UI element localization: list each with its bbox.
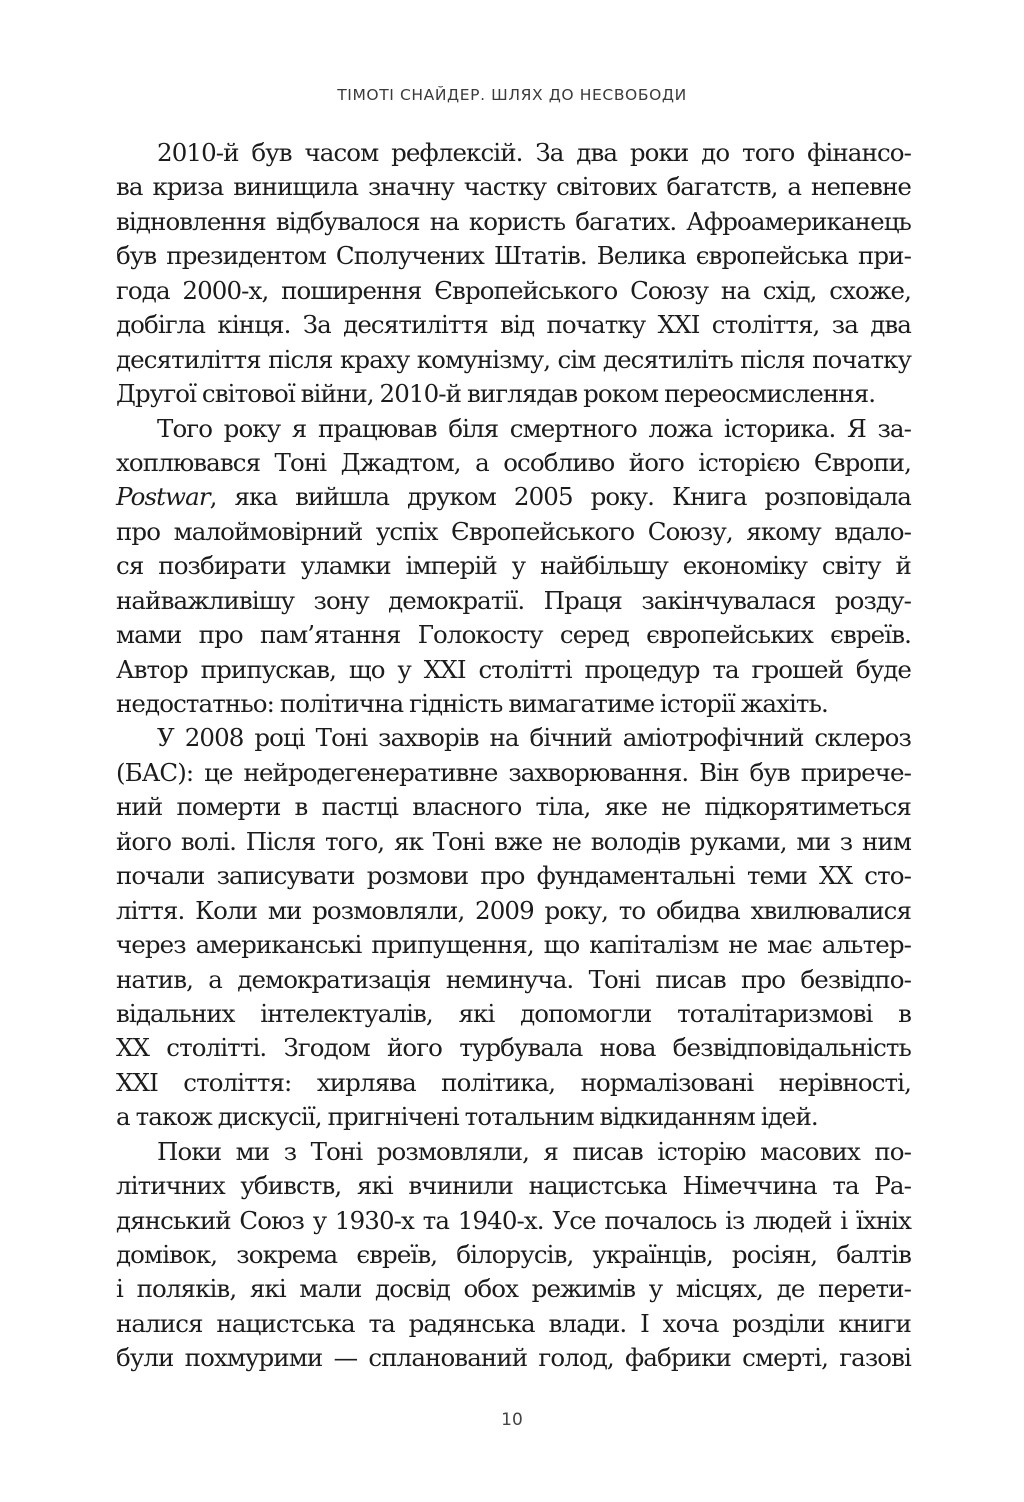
text-line: мами про пам’ятання Голокосту серед європейських євреїв. (116, 620, 911, 650)
text-line: найважливішу зону демократії. Праця закінчувалася розду- (116, 585, 911, 615)
text-line: почали записувати розмови про фундаментальні теми XX сто- (116, 861, 911, 891)
text-line: і поляків, які мали досвід обох режимів у місцях, де перети- (116, 1274, 911, 1304)
text-line: Того року я працював біля смертного ложа історика. Я за- (157, 413, 911, 443)
paragraph-1 (116, 136, 911, 412)
text-line: дянський Союз у 1930-х та 1940-х. Усе почалось із людей і їхніх (116, 1205, 911, 1235)
text-line: десятиліття після краху комунізму, сім десятиліть після початку (116, 344, 911, 374)
text-line: У 2008 році Тоні захворів на бічний аміотрофічний склероз (157, 723, 911, 753)
text-line: XXI століття: хирлява політика, нормалізовані нерівності, (116, 1067, 911, 1097)
text-line: 2010-й був часом рефлексій. За два роки до того фінансо- (157, 138, 911, 167)
running-head: ТІМОТІ СНАЙДЕР. ШЛЯХ ДО НЕСВОБОДИ (337, 86, 687, 104)
text-line: ліття. Коли ми розмовляли, 2009 року, то обидва хвилювалися (116, 895, 911, 925)
text-line: XX столітті. Згодом його турбувала нова безвідповідальність (116, 1033, 911, 1063)
text-line: ний померти в пастці власного тіла, яке не підкорятиметься (116, 792, 911, 822)
text-line: про малоймовірний успіх Європейського Союзу, якому вдало- (116, 516, 911, 546)
paragraph-4 (116, 1135, 911, 1376)
text-line: добігла кінця. За десятиліття від початку XXI століття, за два (116, 310, 911, 340)
text-line: через американські припущення, що капіталізм не має альтер- (116, 930, 911, 960)
text-line: недостатньо: політична гідність вимагатиме історії жахіть. (116, 689, 828, 718)
text-line: Поки ми з Тоні розмовляли, я писав історію масових по- (157, 1136, 911, 1166)
text-line: ся позбирати уламки імперій у найбільшу економіку світу й (116, 551, 911, 581)
text-line-rest: , яка вийшла друком 2005 року. Книга розповідала (209, 482, 911, 512)
paragraph-3 (116, 721, 911, 1134)
text-line: домівок, зокрема євреїв, білорусів, українців, росіян, балтів (116, 1240, 911, 1269)
text-line: налися нацистська та радянська влади. І хоча розділи книги (116, 1308, 911, 1338)
text-line: года 2000-х, поширення Європейського Союзу на схід, схоже, (116, 275, 911, 305)
paragraph-2 (116, 412, 911, 722)
text-line: його волі. Після того, як Тоні вже не володів руками, ми з ним (116, 826, 911, 856)
text-line: відновлення відбувалося на користь багатих. Афроамериканець (116, 206, 911, 236)
book-title-postwar: Postwar (116, 482, 210, 512)
text-line: були похмурими — спланований голод, фабрики смерті, газові (116, 1343, 911, 1373)
text-line: а також дискусії, пригнічені тотальним відкиданням ідей. (116, 1102, 818, 1132)
text-line: ва криза винищила значну частку світових багатств, а непевне (116, 172, 911, 202)
text-line-with-title (116, 480, 911, 514)
text-line: відальних інтелектуалів, які допомогли тоталітаризмові в (116, 998, 911, 1028)
body-text (116, 136, 911, 1376)
text-line: (БАС): це нейродегенеративне захворювання. Він був прирече- (116, 757, 911, 787)
text-line: хоплювався Тоні Джадтом, а особливо його історією Європи, (116, 447, 911, 477)
page-number: 10 (501, 1410, 523, 1430)
text-line: був президентом Сполучених Штатів. Велика європейська при- (116, 241, 911, 271)
text-line: Автор припускав, що у XXI столітті процедур та грошей буде (116, 654, 911, 684)
text-line: натив, а демократизація неминуча. Тоні писав про безвідпо- (116, 964, 911, 994)
text-line: літичних убивств, які вчинили нацистська Німеччина та Ра- (116, 1171, 911, 1201)
text-line: Другої світової війни, 2010-й виглядав роком переосмислення. (116, 379, 876, 409)
